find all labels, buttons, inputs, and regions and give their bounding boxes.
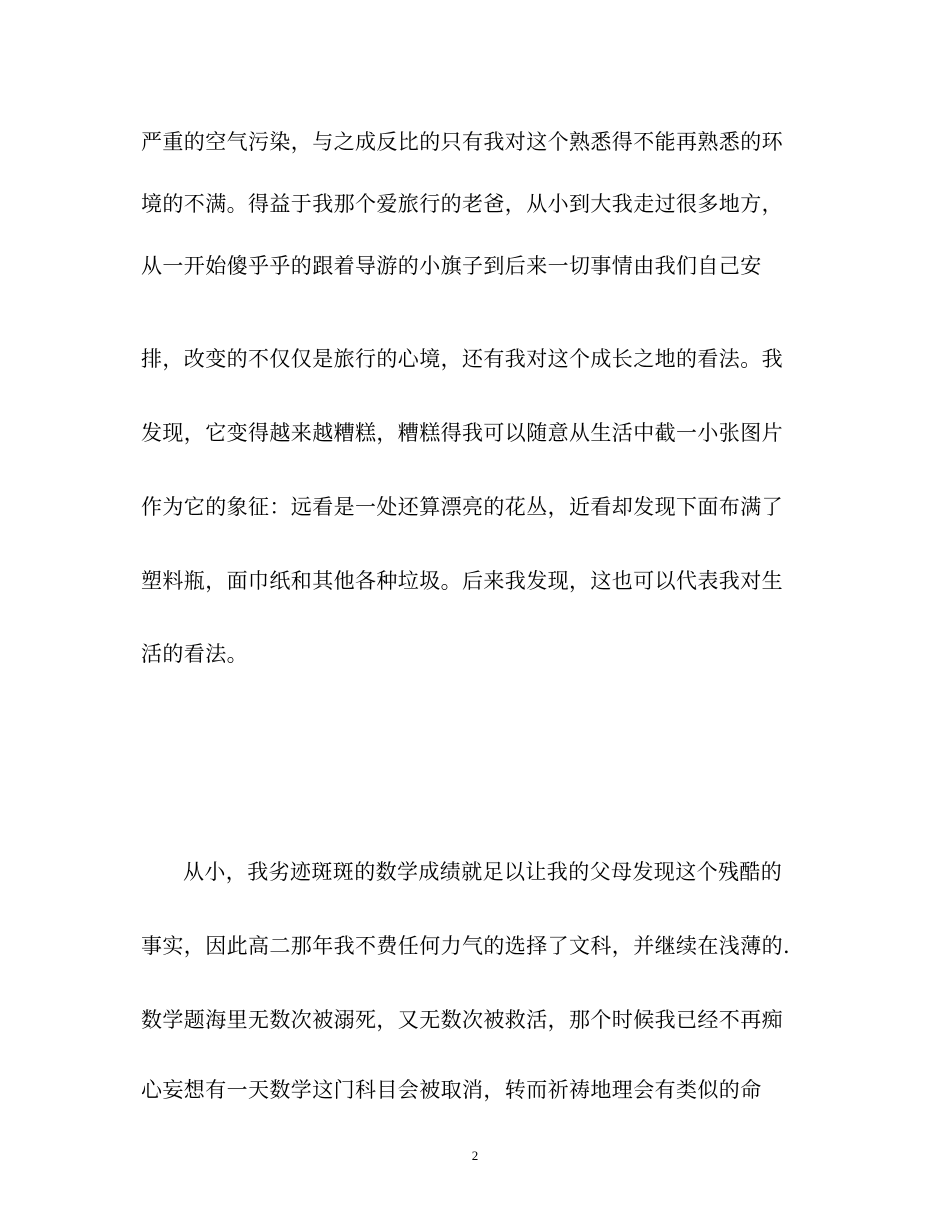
- text-line: 严重的空气污染，与之成反比的只有我对这个熟悉得不能再熟悉的环: [141, 130, 783, 154]
- text-line: 塑料瓶，面巾纸和其他各种垃圾。后来我发现，这也可以代表我对生: [141, 569, 783, 593]
- text-line: 数学题海里无数次被溺死，又无数次被救活，那个时候我已经不再痴: [141, 1008, 783, 1032]
- text-line: 从一开始傻乎乎的跟着导游的小旗子到后来一切事情由我们自己安: [141, 254, 762, 278]
- text-line: 活的看法。: [141, 642, 248, 666]
- text-line: 排，改变的不仅仅是旅行的心境，还有我对这个成长之地的看法。我: [141, 347, 783, 371]
- text-line: 心妄想有一天数学这门科目会被取消，转而祈祷地理会有类似的命: [141, 1078, 762, 1102]
- text-line: 作为它的象征：远看是一处还算漂亮的花丛，近看却发现下面布满了: [141, 495, 783, 519]
- text-line: 发现，它变得越来越糟糕，糟糕得我可以随意从生活中截一小张图片: [141, 421, 783, 445]
- text-line: 从小，我劣迹斑斑的数学成绩就足以让我的父母发现这个残酷的: [183, 860, 783, 884]
- text-line: 事实，因此高二那年我不费任何力气的选择了文科，并继续在浅薄的.: [141, 934, 791, 958]
- text-line: 境的不满。得益于我那个爱旅行的老爸，从小到大我走过很多地方，: [141, 192, 783, 216]
- page-number: 2: [471, 1148, 479, 1163]
